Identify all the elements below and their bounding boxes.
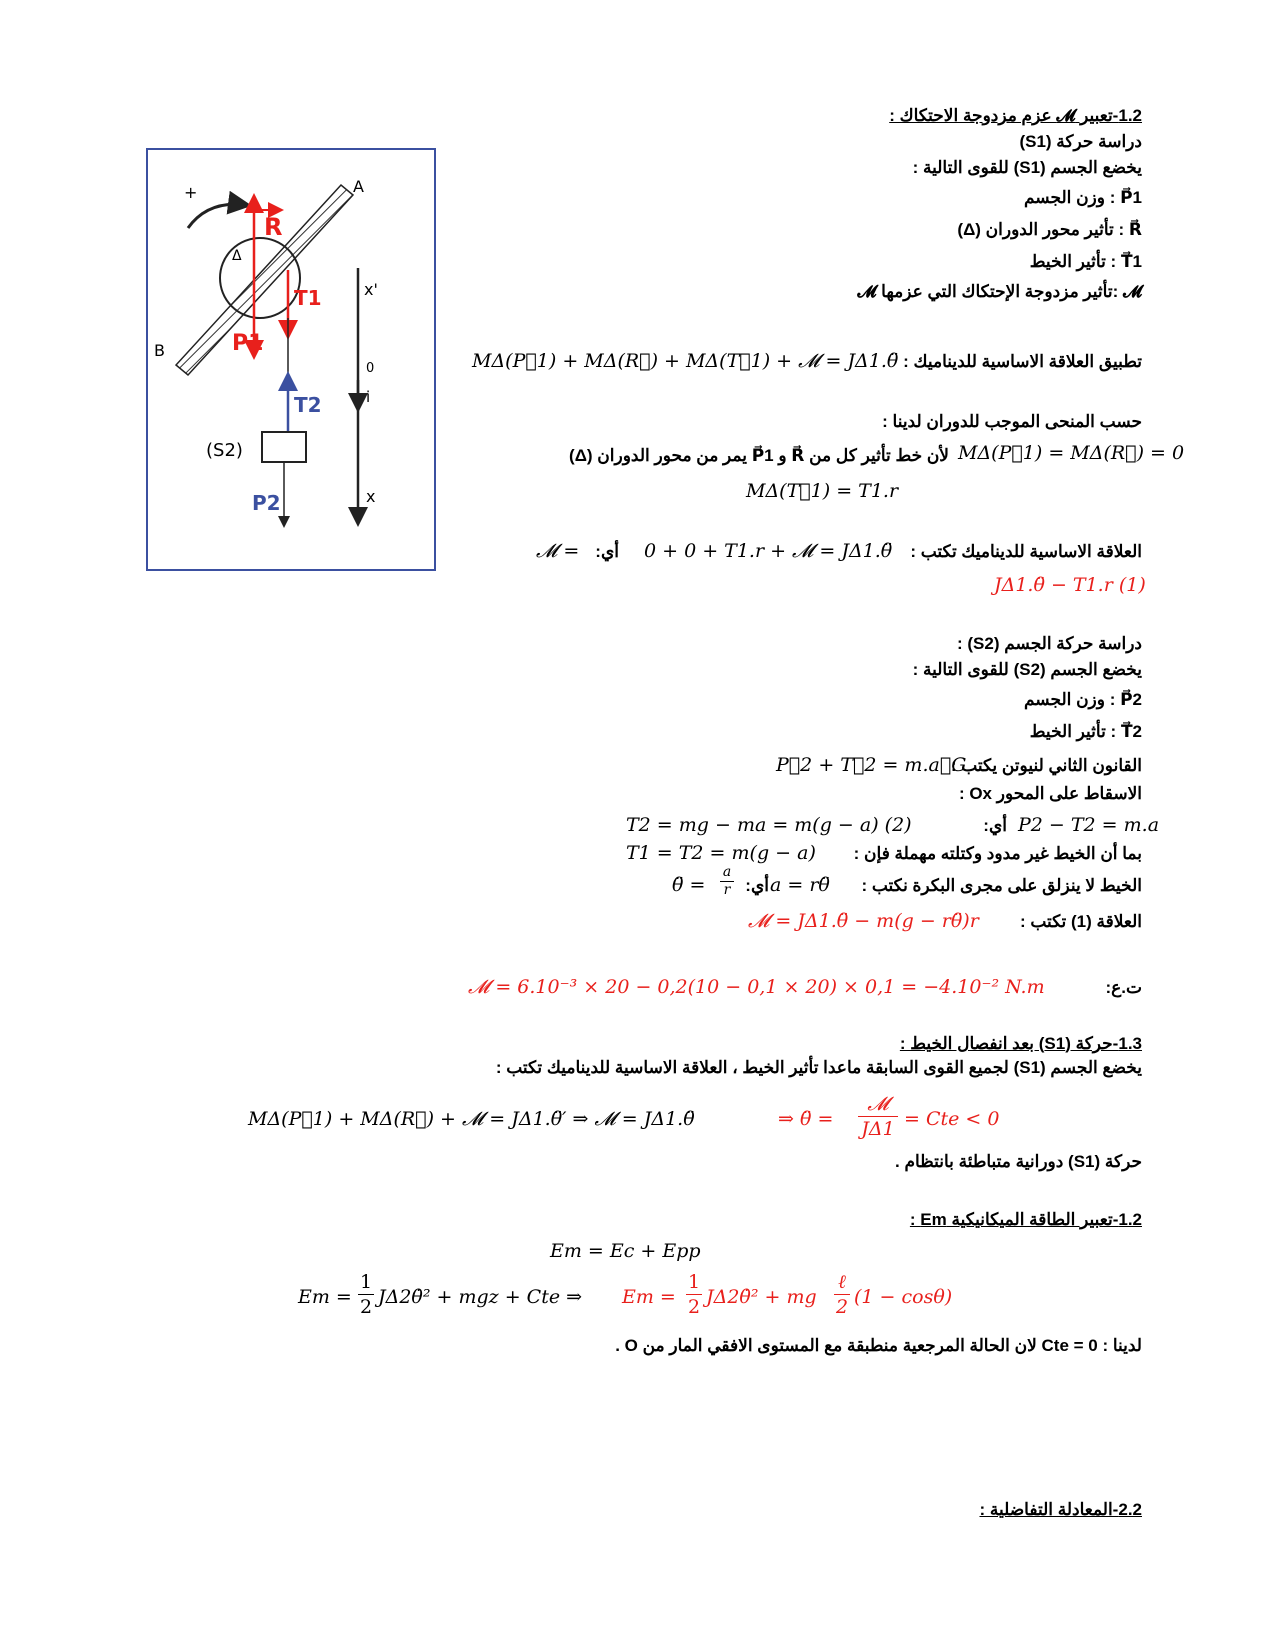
em-half-left-den: 2 [359, 1296, 373, 1318]
rfd-ay: أي: [595, 542, 619, 561]
s2-force-t2: T⃗2 : تأثير الخيط [1029, 722, 1142, 741]
em-note: لدينا : Cte = 0 لان الحالة المرجعية منطبقة مع المستوى الافقي المار من O . [615, 1336, 1142, 1355]
noslip-theta: θ̈ = [672, 874, 706, 896]
rfd-result: JΔ1.θ̈ − T1.r (1) [994, 574, 1146, 596]
s13-equation-a: MΔ(P⃗1) + MΔ(R⃗) + 𝓜 = JΔ1.θ̈′ ⇒ 𝓜 = JΔ1.θ̈ [248, 1108, 695, 1130]
em-half-left [358, 1270, 374, 1319]
s1-force-r: R⃗ : تأثير محور الدوران (Δ) [957, 220, 1142, 239]
newton-label: القانون الثاني لنيوتن يكتب : [950, 756, 1142, 775]
apply-equation: MΔ(P⃗1) + MΔ(R⃗) + MΔ(T⃗1) + 𝓜 = JΔ1.θ̈ [472, 350, 899, 372]
s13-conclusion: حركة (S1) دورانية متباطئة بانتظام . [895, 1152, 1142, 1171]
s13-equation-b-post: = Cte < 0 [904, 1108, 1000, 1130]
em-half-right [686, 1270, 702, 1319]
moment-t1-equation: MΔ(T⃗1) = T1.r [746, 480, 899, 502]
em-ell-fraction [834, 1270, 850, 1319]
label-r: R [264, 213, 283, 241]
proj-eq-right: P2 − T2 = m.a [1018, 814, 1160, 836]
s1-forces-intro: يخضع الجسم (S1) للقوى التالية : [912, 158, 1142, 177]
noslip-label: الخيط لا ينزلق على مجرى البكرة نكتب : [861, 876, 1142, 895]
label-p1: P1 [232, 331, 264, 356]
label-t2: T2 [294, 393, 322, 417]
em-ell-num: ℓ [834, 1270, 850, 1295]
newton-equation: P⃗2 + T⃗2 = m.a⃗G [776, 754, 967, 776]
s13-fraction [858, 1092, 898, 1141]
label-delta: Δ [232, 248, 242, 264]
noslip-ay: أي: [745, 876, 769, 895]
em-eq2-c: Em = [622, 1286, 676, 1308]
s13-text: يخضع الجسم (S1) لجميع القوى السابقة ماعدا تأثير الخيط ، العلاقة الاساسية للديناميك تكتب : [495, 1058, 1142, 1077]
plus-label: + [184, 183, 198, 202]
s2-forces-intro: يخضع الجسم (S2) للقوى التالية : [912, 660, 1142, 679]
numeric-equation: 𝓜 = 6.10⁻³ × 20 − 0,2(10 − 0,1 × 20) × 0,1 = −4.10⁻² N.m [468, 976, 1045, 998]
em-half-right-den: 2 [687, 1296, 701, 1318]
projection-label: الاسقاط على المحور Ox : [958, 784, 1142, 803]
noslip-numerator: a [720, 864, 734, 882]
s1-study: دراسة حركة (S1) [1019, 132, 1142, 151]
s1-force-m: 𝓜 :تأثير مزدوجة الإحتكاك التي عزمها 𝓜 [857, 282, 1142, 301]
block-s2 [262, 432, 306, 462]
rel1-equation: 𝓜 = JΔ1.θ̈ − m(g − rθ̈)r [748, 910, 979, 932]
label-xprime: x' [364, 280, 378, 299]
orient-label: حسب المنحى الموجب للدوران لدينا : [882, 412, 1142, 431]
em-half-right-num: 1 [687, 1271, 701, 1293]
em-ell-den: 2 [835, 1296, 849, 1318]
em-eq2-e: (1 − cosθ) [854, 1286, 953, 1308]
em-eq2-d: JΔ2θ̇² + mg [706, 1286, 817, 1308]
label-b: B [154, 341, 165, 360]
rel1-label: العلاقة (1) تكتب : [1019, 912, 1142, 931]
section-em-title: 1.2-تعبير الطاقة الميكانيكية Em : [909, 1210, 1142, 1229]
numeric-label: ت.ع: [1105, 978, 1142, 997]
rotation-arrow [188, 204, 246, 228]
s1-force-p1: P⃗1 : وزن الجسم [1023, 188, 1142, 207]
em-eq2-a: Em = [298, 1286, 352, 1308]
label-a: A [353, 177, 364, 196]
s2-study: دراسة حركة الجسم (S2) : [957, 634, 1142, 653]
em-equation-1: Em = Ec + Epp [550, 1240, 701, 1262]
rfd-equation: 0 + 0 + T1.r + 𝓜 = JΔ1.θ̈ [644, 540, 893, 562]
label-x: x [366, 487, 376, 506]
s1-force-t1: T⃗1 : تأثير الخيط [1029, 252, 1142, 271]
label-t1: T1 [294, 286, 322, 310]
section-1-3-title: 1.3-حركة (S1) بعد انفصال الخيط : [899, 1034, 1142, 1053]
rfd-label: العلاقة الاساسية للديناميك تكتب : [910, 542, 1142, 561]
section-1-2-title: 1.2-تعبير 𝓜 عزم مزدوجة الاحتكاك : [889, 106, 1142, 125]
string-equation: T1 = T2 = m(g − a) [626, 842, 816, 864]
em-eq2-b: JΔ2θ̇² + mgz + Cte ⇒ [378, 1286, 583, 1308]
moments-zero-equation: MΔ(P⃗1) = MΔ(R⃗) = 0 [958, 442, 1185, 464]
s2-force-p2: P⃗2 : وزن الجسم [1023, 690, 1142, 709]
s13-numerator: 𝓜 [858, 1092, 898, 1117]
label-p2: P2 [252, 491, 281, 515]
noslip-fraction [720, 864, 734, 899]
apply-label: تطبيق العلاقة الاساسية للديناميك : [903, 352, 1142, 371]
rfd-m: 𝓜 = [536, 540, 580, 562]
string-label: بما أن الخيط غير مدود وكتلته مهملة فإن : [853, 844, 1142, 863]
mechanism-figure [146, 148, 436, 571]
s13-denominator: JΔ1 [861, 1118, 895, 1140]
label-o: 0 [366, 361, 375, 376]
section-2-2-title: 2.2-المعادلة التفاضلية : [979, 1500, 1142, 1519]
proj-ay: أي: [983, 816, 1007, 835]
label-s2: (S2) [206, 440, 243, 461]
s13-equation-b-pre: ⇒ θ̈ = [778, 1108, 834, 1130]
noslip-equation: a = rθ̈ [770, 874, 830, 896]
moments-zero-text: لأن خط تأثير كل من R⃗ و P⃗1 يمر من محور الدوران (Δ) [569, 446, 949, 465]
label-i: i [366, 388, 371, 406]
mechanism-diagram [148, 150, 438, 573]
proj-eq-left: T2 = mg − ma = m(g − a) (2) [626, 814, 912, 836]
em-half-left-num: 1 [359, 1271, 373, 1293]
noslip-denominator: r [723, 882, 731, 898]
